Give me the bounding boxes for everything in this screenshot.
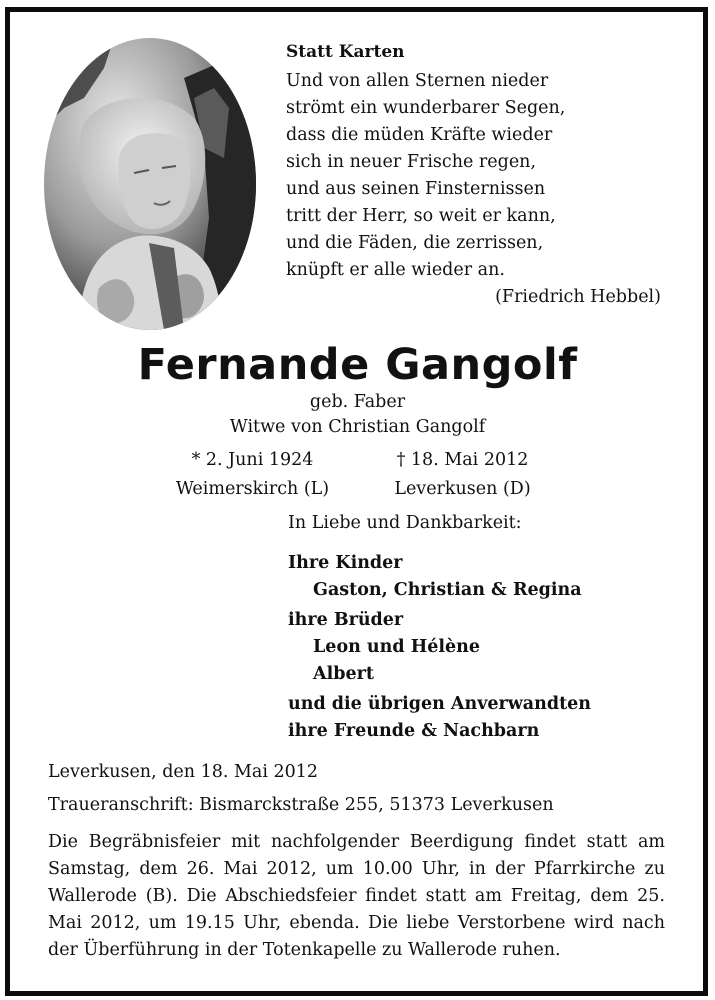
poem-line: sich in neuer Frische regen, [286,152,537,172]
portrait-photo [44,38,256,330]
poem-line: und die Fäden, die zerrissen, [286,233,544,253]
place-date: Leverkusen, den 18. Mai 2012 [48,762,319,782]
birth-place: Weimerskirch (L) [175,479,330,499]
death-date: † 18. Mai 2012 [396,450,529,470]
thanks-intro: In Liebe und Dankbarkeit: [288,513,522,533]
birth-date: * 2. Juni 1924 [191,450,314,470]
poem-line: knüpft er alle wieder an. [286,260,505,280]
poem-line: tritt der Herr, so weit er kann, [286,206,556,226]
poem-line: und aus seinen Finsternissen [286,179,546,199]
birth-info [165,446,340,504]
header-title: Statt Karten [286,42,405,62]
funeral-notice: Die Begräbnisfeier mit nachfolgender Beerdigung findet statt am Samstag, dem 26. Mai 2012, um 10.00 Uhr, in der Pfarrkirche zu Wallerode (B). Die Abschiedsfeier findet statt am Freitag, dem 25. Mai 2012, um 19.15 Uhr, ebenda. Die liebe Verstorbene wird nach der Überführung in der Totenkapelle zu Wallerode ruhen. [48,832,665,960]
friends-neighbors: ihre Freunde & Nachbarn [288,721,540,741]
other-relatives: und die übrigen Anverwandten [288,694,592,714]
poem-author: (Friedrich Hebbel) [495,287,661,307]
widow-of: Witwe von Christian Gangolf [229,417,486,437]
poem-lines [286,68,666,284]
children-names: Gaston, Christian & Regina [313,580,582,600]
mourning-address: Traueranschrift: Bismarckstraße 255, 51373 Leverkusen [48,795,554,815]
death-place: Leverkusen (D) [394,479,531,499]
siblings-label: ihre Brüder [288,610,404,630]
poem-line: dass die müden Kräfte wieder [286,125,553,145]
mourners-list [288,550,591,745]
deceased-name: Fernande Gangolf [137,340,578,390]
poem-block [286,38,666,311]
children-label: Ihre Kinder [288,553,403,573]
death-info [375,446,550,504]
sibling-name: Leon und Hélène [313,637,481,657]
sibling-name: Albert [313,664,374,684]
maiden-name: geb. Faber [309,392,406,412]
poem-line: Und von allen Sternen nieder [286,71,549,91]
poem-line: strömt ein wunderbarer Segen, [286,98,566,118]
